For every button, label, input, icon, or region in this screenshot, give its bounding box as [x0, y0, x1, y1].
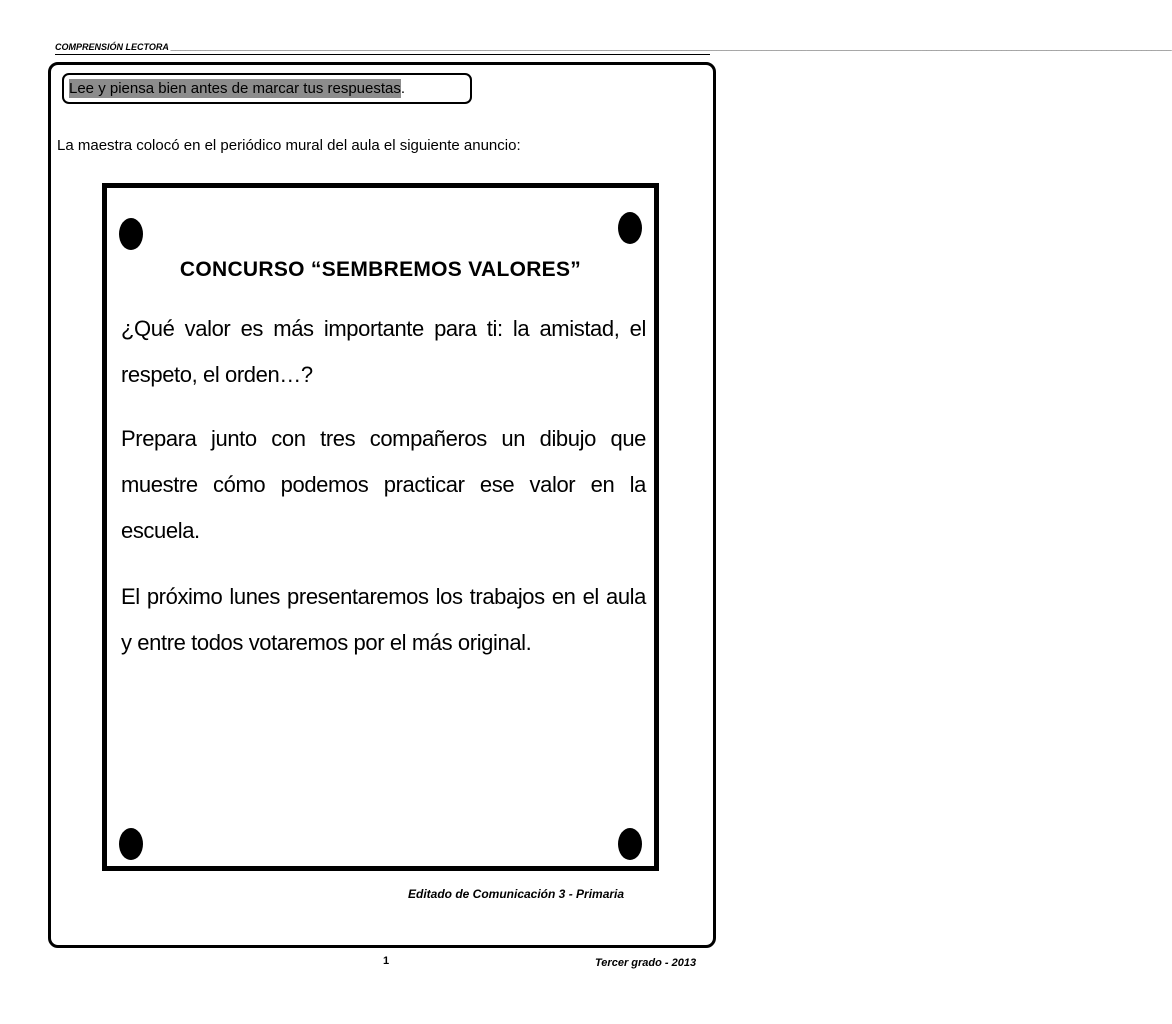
instruction-box: [62, 73, 472, 104]
page-header: [55, 42, 1172, 55]
instruction-period: .: [400, 80, 406, 97]
poster-title: CONCURSO “SEMBREMOS VALORES”: [179, 258, 582, 281]
poster-paragraph-schedule: El próximo lunes presentaremos los trabajos en el aula y entre todos votaremos por el más original.: [121, 584, 646, 655]
pin-bottom-left-icon: [119, 828, 143, 860]
intro-text: La maestra colocó en el periódico mural del aula el siguiente anuncio:: [57, 137, 521, 154]
grade-label: Tercer grado - 2013: [595, 957, 697, 969]
source-credit: Editado de Comunicación 3 - Primaria: [408, 887, 625, 901]
page-number: 1: [383, 955, 390, 967]
pin-top-left-icon: [119, 218, 143, 250]
pin-top-right-icon: [618, 212, 642, 244]
instruction-highlight: Lee y piensa bien antes de marcar tus respuestas: [69, 80, 401, 97]
poster-paragraph-question: ¿Qué valor es más importante para ti: la amistad, el respeto, el orden…?: [121, 316, 646, 387]
pin-bottom-right-icon: [618, 828, 642, 860]
header-label: COMPRENSIÓN LECTORA ________________________________________________________________________________________________________________________________________________________________________________________________________: [55, 42, 1172, 52]
poster-paragraph-instructions: Prepara junto con tres compañeros un dibujo que muestre cómo podemos practicar ese valor en la escuela.: [121, 426, 646, 543]
announcement-poster: [102, 183, 659, 871]
